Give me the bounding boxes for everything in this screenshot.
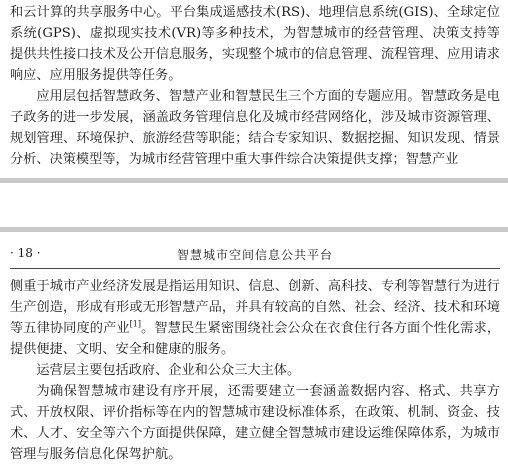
paragraph-application-layer: 应用层包括智慧政务、智慧产业和智慧民生三个方面的专题应用。智慧政务是电子政务的进一步发展，涵盖政务管理信息化及城市经营网络化，涉及城市资源管理、规划管理、环境保护、旅游经营等职能；结合专家知识、数据挖掘、知识发现、情景分析、决策模型等，为城市经营管理中重大事件综合决策提供支撑；智慧产业 [10,89,500,167]
page-top [0,0,508,178]
running-title: 智慧城市空间信息公共平台 [176,248,333,262]
paragraph-operation-layer: 运营层主要包括政府、企业和公众三大主体。 [36,363,301,378]
page-number: · 18 · [10,246,41,260]
page-break-top-edge [0,178,508,183]
paragraph-standards: 为确保智慧城市建设有序开展，还需要建立一套涵盖数据内容、格式、共享方式、开放权限、评价指标等在内的智慧城市建设标准体系，在政策、机制、资金、技术、人才、安全等六个方面提供保障，建立健全智慧城市建设运维保障体系，为城市管理与服务信息化保驾护航。 [10,384,500,462]
running-header [10,246,500,266]
paragraph-industry-continued [10,276,500,360]
industry-text-b: 。智慧民生紧密围绕社会公众在衣食住行各方面个性化需求，提供便捷、文明、安全和健康的服务。 [10,321,501,357]
header-rule [10,268,500,269]
industry-text-a: 侧重于城市产业经济发展是指运用知识、信息、创新、高科技、专利等智慧行为进行生产创造，形成有形或无形智慧产品，并具有较高的自然、社会、经济、技术和环境等五律协同度的产业 [10,279,500,336]
paragraph-platform-continued: 和云计算的共享服务中心。平台集成遥感技术(RS)、地理信息系统(GIS)、全球定位系统(GPS)、虚拟现实技术(VR)等多种技术，为智慧城市的经营管理、决策支持等提供共性接口技术及公开信息服务，实现整个城市的信息管理、流程管理、应用请求响应、应用服务提供等任务。 [10,5,500,83]
page-break-gap [0,178,508,232]
bottom-text-block [10,276,500,465]
top-text-block [10,2,500,170]
citation-ref: [1] [129,319,142,329]
